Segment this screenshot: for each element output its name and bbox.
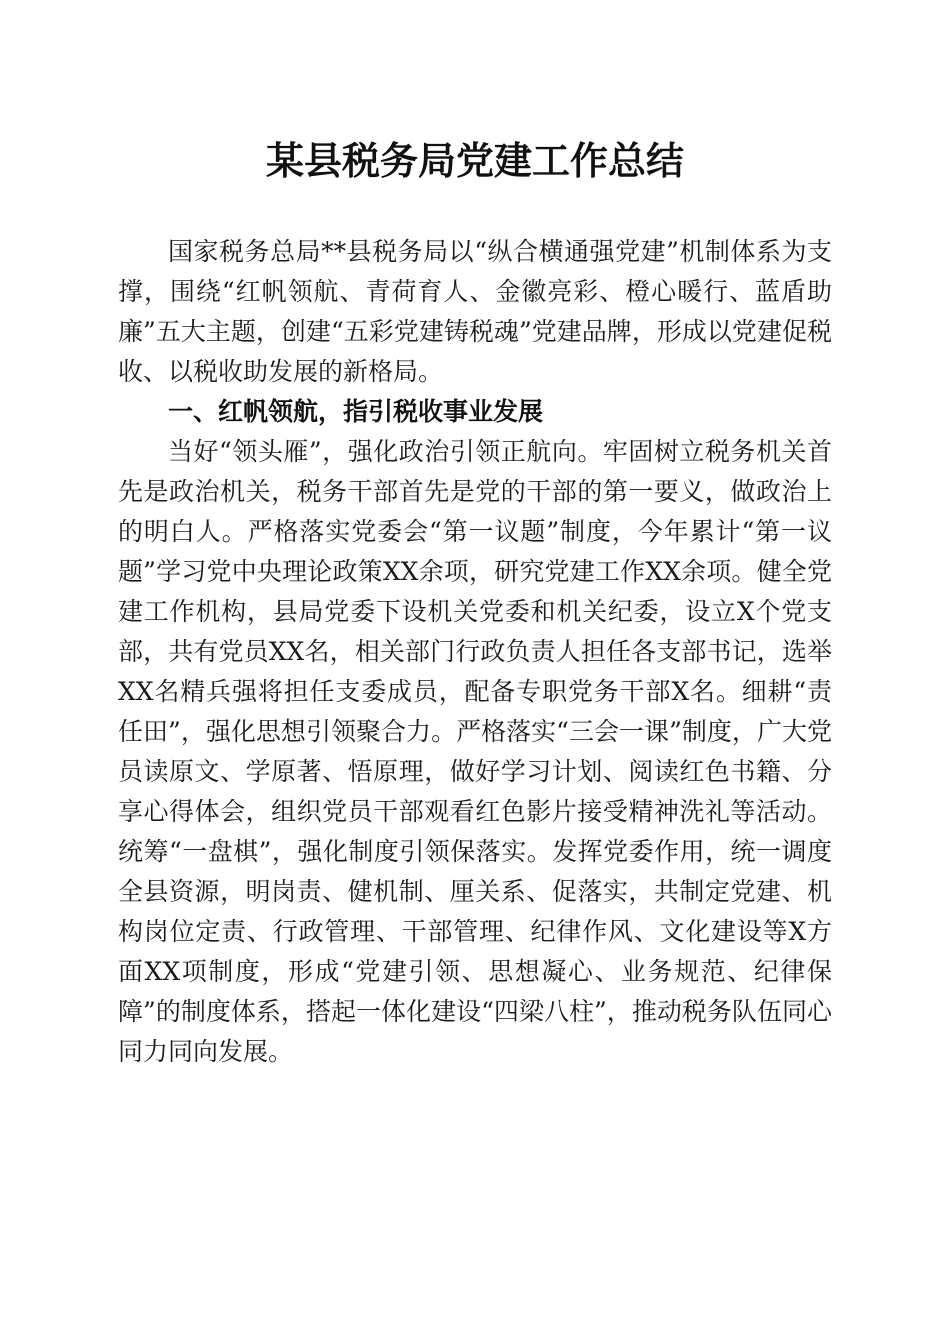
document-body [118, 232, 832, 1072]
section-heading-1: 一、红帆领航，指引税收事业发展 [168, 397, 544, 426]
intro-paragraph: 国家税务总局**县税务局以“纵合横通强党建”机制体系为支撑，围绕“红帆领航、青荷育人、金徽亮彩、橙心暖行、蓝盾助廉”五大主题，创建“五彩党建铸税魂”党建品牌，形成以党建促税收、以税收助发展的新格局。 [118, 237, 832, 386]
section-1-paragraph: 当好“领头雁”，强化政治引领正航向。牢固树立税务机关首先是政治机关，税务干部首先是党的干部的第一要义，做政治上的明白人。严格落实党委会“第一议题”制度，今年累计“第一议题”学习党中央理论政策XX余项，研究党建工作XX余项。健全党建工作机构，县局党委下设机关党委和机关纪委，设立X个党支部，共有党员XX名，相关部门行政负责人担任各支部书记，选举XX名精兵强将担任支委成员，配备专职党务干部X名。细耕“责任田”，强化思想引领聚合力。严格落实“三会一课”制度，广大党员读原文、学原著、悟原理，做好学习计划、阅读红色书籍、分享心得体会，组织党员干部观看红色影片接受精神洗礼等活动。统筹“一盘棋”，强化制度引领保落实。发挥党委作用，统一调度全县资源，明岗责、健机制、厘关系、促落实，共制定党建、机构岗位定责、行政管理、干部管理、纪律作风、文化建设等X方面XX项制度，形成“党建引领、思想凝心、业务规范、纪律保障”的制度体系，搭起一体化建设“四梁八柱”，推动税务队伍同心同力同向发展。 [118, 437, 832, 1066]
document-title: 某县税务局党建工作总结 [265, 138, 684, 183]
